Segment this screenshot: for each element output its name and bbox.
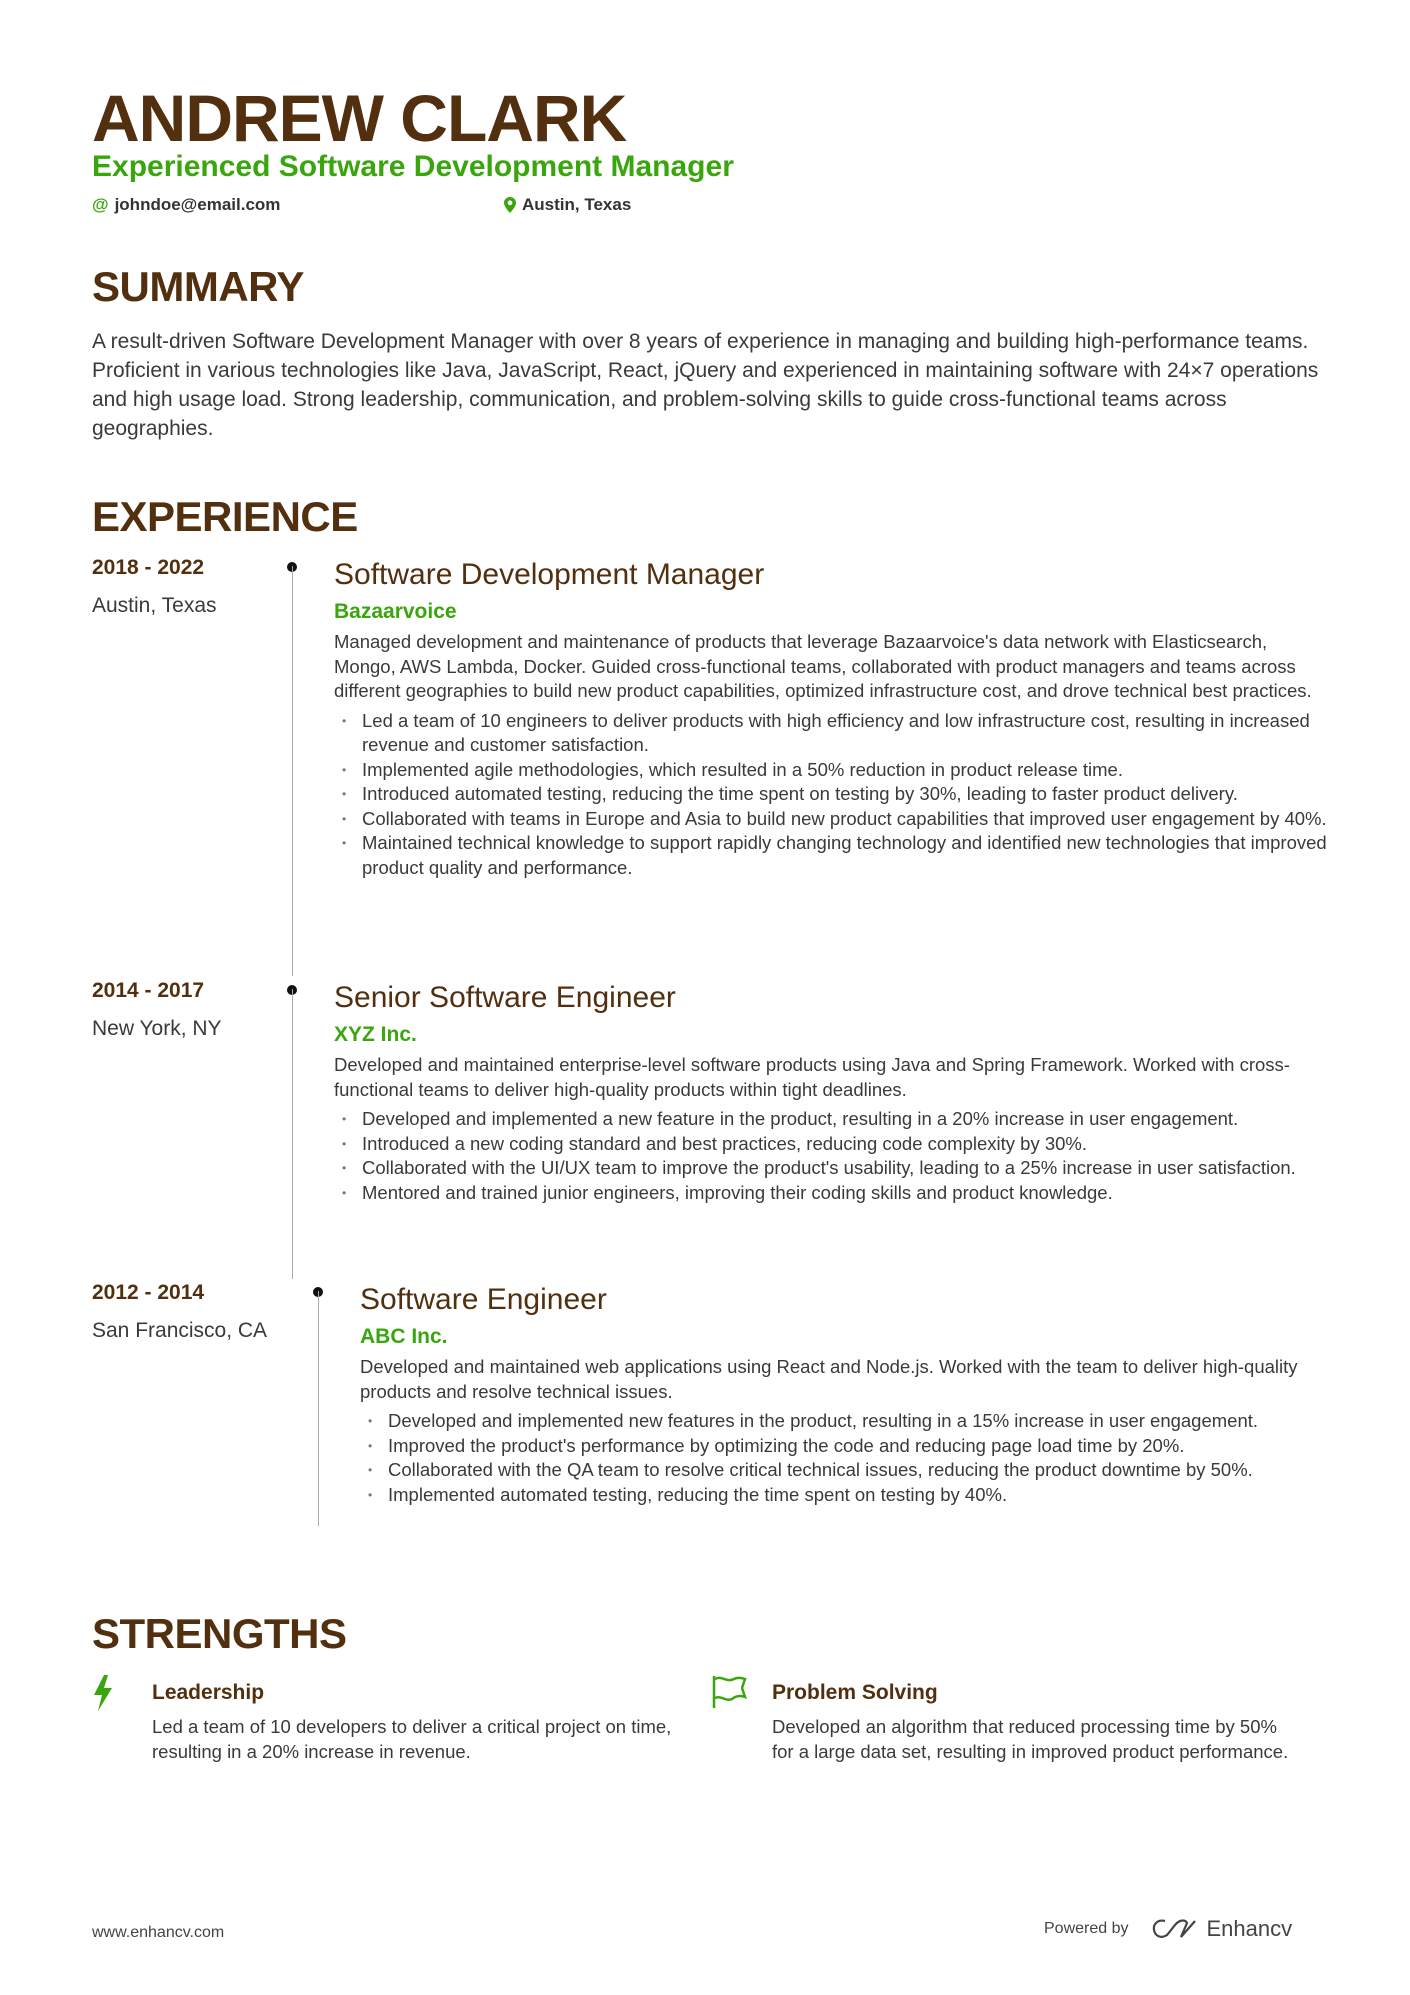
bullet-item: • Collaborated with the UI/UX team to improve the product's usability, leading to a 25% increase in user satisfaction. [334,1156,1332,1181]
entry-company: XYZ Inc. [334,1023,417,1046]
timeline [318,1281,360,1507]
bullet-item: • Developed and implemented new features in the product, resulting in a 15% increase in user engagement. [360,1409,1332,1434]
bullet-item: • Introduced automated testing, reducing the time spent on testing by 30%, leading to faster product delivery. [334,782,1332,807]
at-icon: @ [92,195,109,214]
email-text: johndoe@email.com [114,195,281,214]
experience-entry [92,556,1332,880]
strength-title: Problem Solving [772,1681,938,1704]
bullet-item: • Developed and implemented a new feature in the product, resulting in a 20% increase in user engagement. [334,1107,1332,1132]
bullet-item: • Improved the product's performance by optimizing the code and reducing page load time by 20%. [360,1434,1332,1459]
experience-heading: EXPERIENCE [92,493,358,540]
summary-text: A result-driven Software Development Manager with over 8 years of experience in managing and building high-performance teams. Proficient in various technologies like Java, JavaScript, React, jQuery and experienced in maintaining software with 24×7 operations and high usage load. Strong leadership, communication, and problem-solving skills to guide cross-functional teams across geographies. [92,330,1319,440]
entry-dates: 2012 - 2014 [92,1281,205,1304]
experience-entry [92,1281,1332,1507]
location-pin-icon [504,197,516,213]
entry-dates: 2014 - 2017 [92,979,205,1002]
entry-location: Austin, Texas [92,594,217,617]
strengths-heading: STRENGTHS [92,1610,347,1657]
bullet-item: • Collaborated with the QA team to resolve critical technical issues, reducing the product downtime by 50%. [360,1458,1332,1483]
flag-icon [712,1675,772,1764]
enhancv-logo-icon [1151,1917,1199,1941]
entry-bullets [360,1409,1332,1507]
footer-url[interactable]: www.enhancv.com [92,1924,225,1941]
candidate-title: Experienced Software Development Manager [92,150,734,183]
timeline [292,979,334,1205]
entry-bullets [334,709,1332,881]
timeline-line [292,566,293,976]
strength-description: Developed an algorithm that reduced processing time by 50% for a large data set, resulting in improved product performance. [772,1716,1289,1762]
entry-role: Software Development Manager [334,558,765,591]
strength-item [712,1675,1332,1764]
timeline-line [318,1291,319,1526]
bullet-item: • Implemented agile methodologies, which resulted in a 50% reduction in product release time. [334,758,1332,783]
entry-role: Software Engineer [360,1283,607,1316]
powered-by[interactable] [1044,1916,1292,1942]
entry-description: Developed and maintained web applications using React and Node.js. Worked with the team to deliver high-quality products and resolve technical issues. [360,1356,1298,1402]
bullet-item: • Implemented automated testing, reducing the time spent on testing by 40%. [360,1483,1332,1508]
entry-location: New York, NY [92,1017,222,1040]
location-contact [504,195,631,215]
entry-description: Developed and maintained enterprise-level software products using Java and Spring Framework. Worked with cross-functional teams to deliver high-quality products within tight deadlines. [334,1054,1290,1100]
bullet-item: • Maintained technical knowledge to support rapidly changing technology and identified new technologies that improved product quality and performance. [334,831,1332,880]
entry-company: ABC Inc. [360,1325,448,1348]
enhancv-brand: Enhancv [1206,1916,1293,1941]
timeline-line [292,989,293,1279]
strength-item [92,1675,712,1764]
bullet-item: • Collaborated with teams in Europe and Asia to build new product capabilities that improved user engagement by 40%. [334,807,1332,832]
email-contact[interactable] [92,195,504,215]
strength-description: Led a team of 10 developers to deliver a critical project on time, resulting in a 20% increase in revenue. [152,1716,672,1762]
bullet-item: • Led a team of 10 engineers to deliver products with high efficiency and low infrastructure cost, resulting in increased revenue and customer satisfaction. [334,709,1332,758]
timeline [292,556,334,880]
bullet-item: • Mentored and trained junior engineers, improving their coding skills and product knowledge. [334,1181,1332,1206]
entry-role: Senior Software Engineer [334,981,676,1014]
strength-title: Leadership [152,1681,265,1704]
summary-heading: SUMMARY [92,263,304,310]
entry-location: San Francisco, CA [92,1319,268,1342]
entry-bullets [334,1107,1332,1205]
contact-info [92,195,631,215]
candidate-name: ANDREW CLARK [92,81,627,155]
lightning-icon [92,1675,152,1764]
experience-entry [92,979,1332,1205]
location-text: Austin, Texas [522,195,632,214]
entry-company: Bazaarvoice [334,600,457,623]
bullet-item: • Introduced a new coding standard and best practices, reducing code complexity by 30%. [334,1132,1332,1157]
powered-by-label: Powered by [1044,1920,1129,1937]
strengths-list [92,1675,1332,1764]
entry-dates: 2018 - 2022 [92,556,205,579]
entry-description: Managed development and maintenance of products that leverage Bazaarvoice's data network with Elasticsearch, Mongo, AWS Lambda, Docker. Guided cross-functional teams, collaborated with product managers and teams across different geographies to build new product capabilities, optimized infrastructure cost, and drove technical best practices. [334,631,1312,701]
